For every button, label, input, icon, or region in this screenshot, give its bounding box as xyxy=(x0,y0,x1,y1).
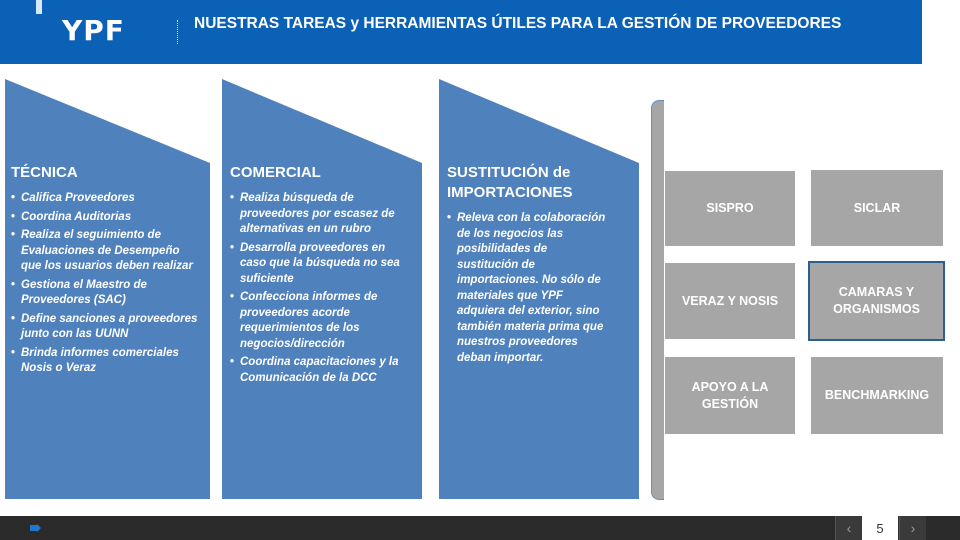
tool-veraz-nosis: VERAZ Y NOSIS xyxy=(665,263,795,339)
bullet-list xyxy=(230,191,412,386)
header-separator xyxy=(177,20,178,44)
bullet-list xyxy=(11,191,199,377)
column-title: COMERCIAL xyxy=(230,164,321,181)
list-item: • Brinda informes comerciales Nosis o Veraz xyxy=(11,346,199,377)
list-item: • Califica Proveedores xyxy=(11,191,199,207)
chevron-comercial xyxy=(222,79,422,499)
chevron-sustitucion xyxy=(439,79,639,499)
list-item: • Confecciona informes de proveedores acorde requerimientos de los negocios/dirección xyxy=(230,290,412,352)
tool-apoyo-gestion: APOYO A LA GESTIÓN xyxy=(665,357,795,434)
tools-bracket xyxy=(651,100,664,500)
bullet-list xyxy=(447,211,607,366)
list-item: • Gestiona el Maestro de Proveedores (SAC) xyxy=(11,278,199,309)
chevron-right-icon[interactable]: › xyxy=(899,516,926,540)
list-item: • Coordina capacitaciones y la Comunicación de la DCC xyxy=(230,355,412,386)
chevron-content xyxy=(230,163,412,389)
header-bar xyxy=(0,0,922,64)
list-item: • Realiza búsqueda de proveedores por escasez de alternativas en un rubro xyxy=(230,191,412,238)
column-title: TÉCNICA xyxy=(11,164,78,181)
chevron-content xyxy=(447,163,607,369)
tool-benchmarking: BENCHMARKING xyxy=(811,357,943,434)
tool-sispro: SISPRO xyxy=(665,171,795,246)
column-title: SUSTITUCIÓN de IMPORTACIONES xyxy=(447,164,573,201)
chevron-content xyxy=(11,163,199,380)
footer-bar xyxy=(0,516,960,540)
list-item: • Coordina Auditorias xyxy=(11,210,199,226)
slide-title: NUESTRAS TAREAS y HERRAMIENTAS ÚTILES PARA LA GESTIÓN DE PROVEEDORES xyxy=(194,15,842,32)
list-item: • Realiza el seguimiento de Evaluaciones de Desempeño que los usuarios deben realizar xyxy=(11,228,199,275)
chevron-tecnica xyxy=(5,79,210,499)
list-item: • Releva con la colaboración de los negocios las posibilidades de sustitución de importaciones. No sólo de materiales que YPF adquiera del exterior, sino también materia prima que nuestros proveedores deban importar. xyxy=(447,211,607,366)
list-item: • Desarrolla proveedores en caso que la búsqueda no sea suficiente xyxy=(230,241,412,288)
tool-camaras-organismos: CAMARAS Y ORGANISMOS xyxy=(808,261,945,341)
arrow-right-icon xyxy=(30,525,37,531)
chevron-left-icon[interactable]: ‹ xyxy=(835,516,862,540)
tool-siclar: SICLAR xyxy=(811,170,943,246)
logo-mark xyxy=(36,0,42,14)
list-item: • Define sanciones a proveedores junto con las UUNN xyxy=(11,312,199,343)
ypf-logo: YPF xyxy=(62,14,125,47)
page-number: 5 xyxy=(862,516,898,540)
